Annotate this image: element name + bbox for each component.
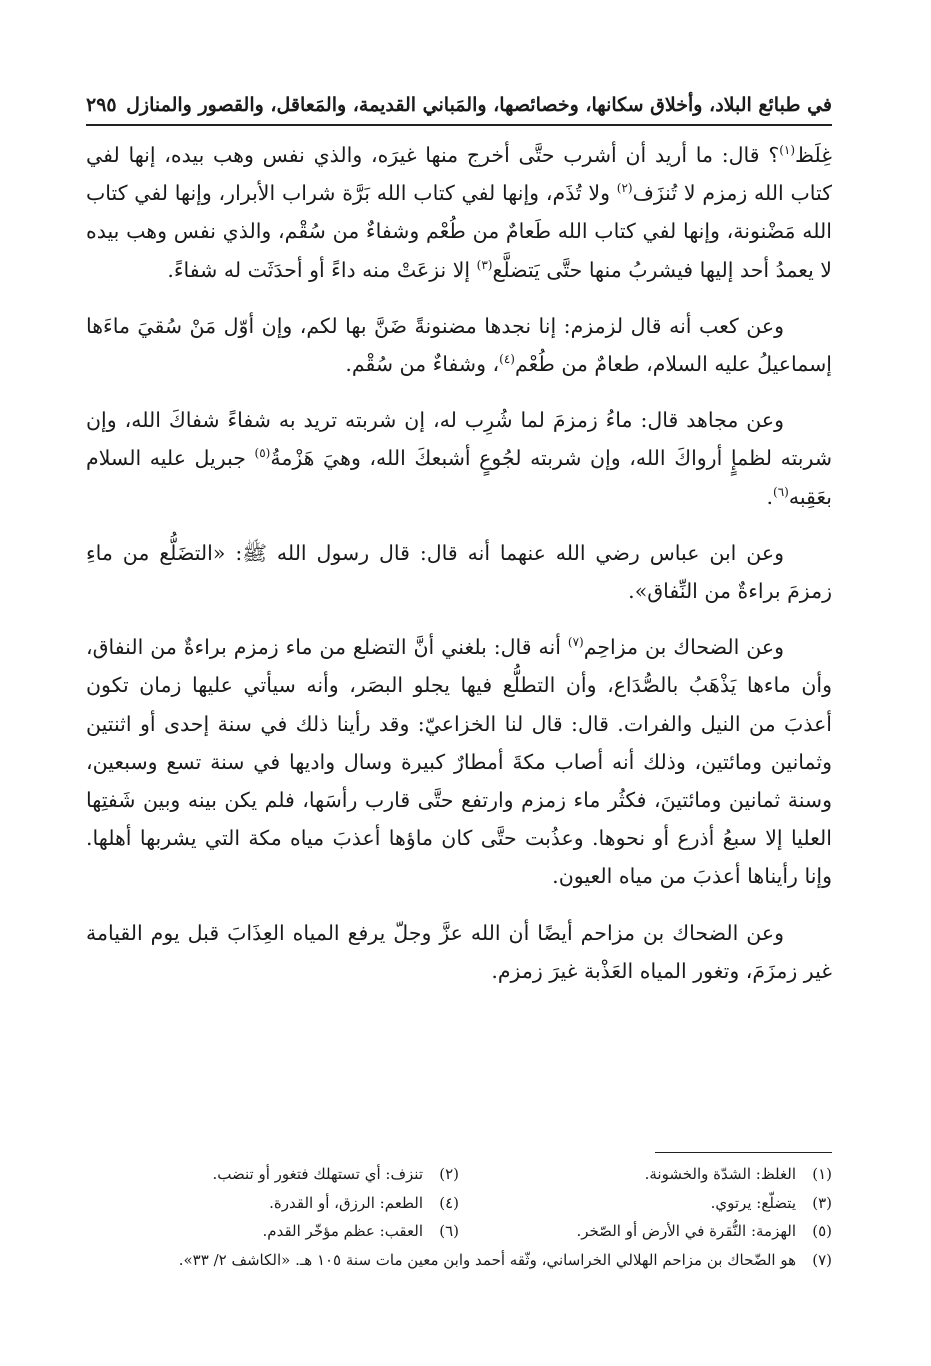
paragraph	[86, 534, 832, 610]
footnote-number: (٤)	[439, 1193, 459, 1212]
page-number: ٢٩٥	[86, 94, 117, 116]
paragraph-text: وعن الضحاك بن مزاحم أيضًا أن الله عزَّ وجلّ يرفع المياه العِذَابَ قبل يوم القيامة غير زمزَمَ، وتغور المياه العَذْبة غيرَ زمزم.	[86, 920, 832, 983]
footnote-5	[459, 1217, 832, 1246]
footnote-marker: (٣)	[476, 257, 493, 272]
header-rule	[86, 124, 832, 126]
paragraph-text: غِلَظ	[795, 143, 832, 167]
running-header	[86, 88, 832, 122]
paragraph-text: جبريل عليه السلام بعَقِبه	[86, 446, 832, 509]
main-text	[86, 136, 832, 1008]
footnote-number: (٦)	[439, 1222, 459, 1240]
paragraph-text: ، وشفاءٌ من سُقْم.	[345, 352, 500, 377]
footnote-text: يتضلّع: يرتوي.	[710, 1193, 796, 1212]
paragraph	[86, 628, 832, 895]
paragraph-text: وعن مجاهد قال: ماءُ زمزمَ لما شُرِب له، إن شربته تريد به شفاءً شفاكَ الله، وإن شربته لظمإٍ أرواكَ الله، وإن شربته لجُوعٍ أشبعكَ الله، وهيَ هَزْمةُ	[86, 408, 832, 471]
footnote-number: (٣)	[812, 1193, 832, 1212]
footnote-text: الطعم: الرزق، أو القدرة.	[269, 1193, 423, 1212]
footnote-3	[459, 1189, 832, 1218]
footnote-marker: (٤)	[499, 352, 515, 367]
paragraph	[86, 136, 832, 289]
footnote-6	[86, 1217, 459, 1246]
paragraph-text: وعن ابن عباس رضي الله عنهما أنه قال: قال رسول الله ﷺ: «التضَلُّع من ماءِ زمزمَ براءةٌ من النِّفاق».	[86, 540, 832, 604]
paragraph-text: أنه قال: بلغني أنَّ التضلع من ماء زمزم براءةٌ من النفاق، وأن ماءها يَذْهَبُ بالصُّدَاع، وأن التطلُّع فيها يجلو البصَر، وأنه سيأتي عليها زمان تكون أعذبَ من النيل والفرات. قال: قال لنا الخزاعيّ: وقد رأينا ذلك في سنة إحدى أو اثنتين وثمانين ومائتين، وذلك أنه أصاب مكةَ أمطارٌ كبيرة وسال واديها في سنة تسع وسبعين، وسنة ثمانين ومائتينَ، فكثُر ماء زمزم وارتفع حتَّى قارب رأسَها، فلم يكن بينه وبين شَفتِها العليا إلا سبعُ أذرع أو نحوها. وعذُبت حتَّى كان ماؤها أعذبَ مياه مكة التي يشربها أهلها. وإنا رأيناها أعذبَ من مياه العيون.	[86, 635, 832, 889]
paragraph-text: .	[766, 484, 774, 509]
footnote-text: الغلظ: الشدّة والخشونة.	[644, 1165, 796, 1183]
header-title: في طبائع البلاد، وأخلاق سكانها، وخصائصها، والمَباني القديمة، والمَعاقل، والقصور والمنازل	[126, 94, 832, 116]
footnote-7	[86, 1246, 832, 1275]
paragraph-text: ولا تُذَم، وإنها لفي كتاب الله بَرَّة شراب الأبرار، وإنها لفي كتاب الله مَضْنونة، وإنها لفي كتاب الله طَعامٌ من طُعْم وشفاءٌ من سُقْم، والذي نفس وهب بيده لا يعمدُ أحد إليها فيشربُ منها حتَّى يَتضلَّع	[86, 181, 832, 282]
footnote-text: هو الضّحاك بن مزاحم الهلالي الخراساني، وثّقه أحمد وابن معين مات سنة ١٠٥ هـ. «الكاشف ٢/ ٣٣».	[178, 1250, 796, 1269]
paragraph	[86, 401, 832, 516]
footnote-number: (٧)	[812, 1250, 832, 1269]
footnote-separator	[655, 1152, 832, 1153]
footnote-marker: (٧)	[567, 635, 584, 650]
footnote-number: (١)	[812, 1165, 832, 1183]
footnote-marker: (٥)	[254, 446, 271, 461]
paragraph-text: إلا نزعَتْ منه داءً أو أحدَثَت له شفاءً.	[167, 257, 477, 282]
footnote-marker: (١)	[779, 143, 796, 158]
footnote-number: (٥)	[812, 1222, 832, 1240]
footnote-marker: (٦)	[773, 484, 789, 499]
footnotes	[86, 1160, 832, 1274]
footnote-row	[86, 1160, 832, 1189]
footnote-text: تنزف: أي تستهلك فتغور أو تنضب.	[212, 1165, 423, 1183]
paragraph-text: وعن كعب أنه قال لزمزم: إنا نجدها مضنونةً ضَنَّ بها لكم، وإن أوّل مَنْ سُقيَ ماءَها إسماعيلُ عليه السلام، طعامٌ من طُعْم	[86, 313, 832, 377]
footnote-1	[459, 1160, 832, 1189]
paragraph-text: ؟ قال: ما أريد أن أشرب حتَّى أخرج منها غيرَه، والذي نفس وهب بيده، إنها لفي كتاب الله زمزم لا تُنزَف	[86, 143, 832, 206]
paragraph	[86, 914, 832, 990]
footnote-text: العقب: عظم مؤخّر القدم.	[262, 1222, 423, 1240]
paragraph	[86, 307, 832, 383]
footnote-number: (٢)	[439, 1165, 459, 1183]
footnote-2	[86, 1160, 459, 1189]
footnote-row	[86, 1217, 832, 1246]
footnote-text: الهزمة: النُّقرة في الأرض أو الصّخر.	[576, 1222, 796, 1240]
footnote-4	[86, 1189, 459, 1218]
footnote-row	[86, 1189, 832, 1218]
paragraph-text: وعن الضحاك بن مزاحِم	[583, 635, 784, 660]
footnote-marker: (٢)	[616, 181, 633, 196]
